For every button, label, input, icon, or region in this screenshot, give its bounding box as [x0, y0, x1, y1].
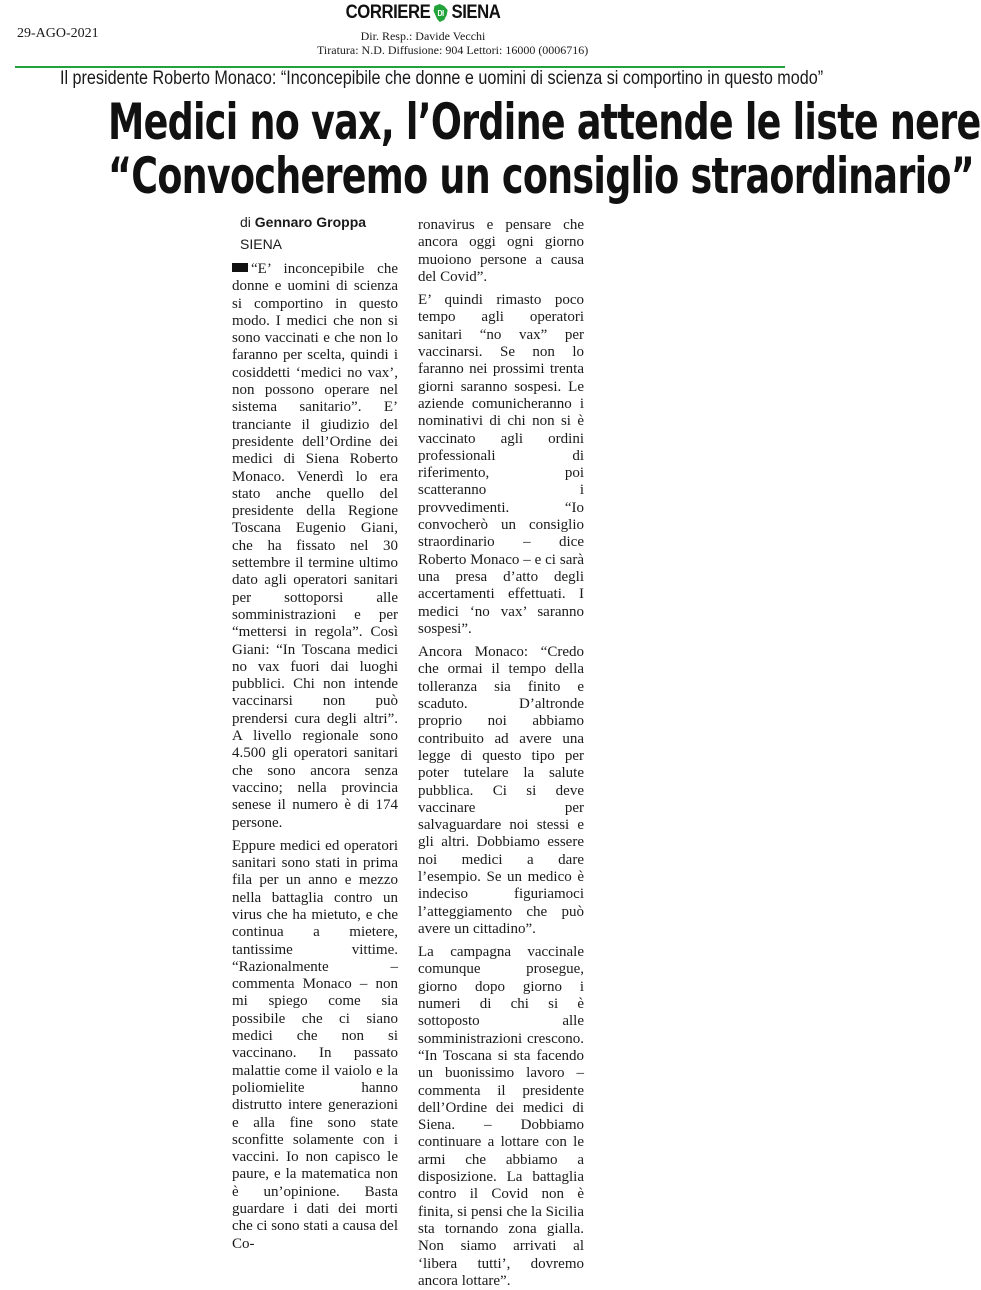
masthead	[328, 2, 518, 44]
headline-line-2: “Convocheremo un consiglio straordinario”	[108, 147, 974, 205]
publication-date: 29-AGO-2021	[17, 26, 99, 41]
logo-text-left: CORRIERE	[345, 2, 431, 23]
author-name: Gennaro Groppa	[254, 214, 367, 230]
article-kicker: Il presidente Roberto Monaco: “Inconcepibile che donne e uomini di scienza si comportino in questo modo”	[60, 68, 824, 89]
article-column-left	[232, 261, 398, 1253]
paragraph: E’ quindi rimasto poco tempo agli operatori sanitari “no vax” per vaccinarsi. Se non lo faranno nei prossimi trenta giorni saranno sospesi. Le aziende comunicheranno i nominativi di chi non si è vaccinato agli ordini professionali di riferimento, poi scatteranno i provvedimenti. “Io convocherò un consiglio straordinario – dice Roberto Monaco – e ci sarà una presa d’atto degli accertamenti effettuati. I medici ‘no vax’ saranno sospesi”.	[418, 292, 584, 637]
logo-text-mid: DI	[437, 8, 444, 19]
tuscany-map-icon	[432, 3, 450, 23]
paragraph-text: “E’ inconcepibile che donne e uomini di scienza si comportino in questo modo. I medici che non si sono vaccinati e che non lo faranno per scelta, quindi i cosiddetti ‘medici no vax’, non possono operare nel sistema sanitario”. E’ tranciante il giudizio del presidente dell’Ordine dei medici di Siena Roberto Monaco. Venerdì lo era stato anche quello del presidente della Regione Toscana Eugenio Giani, che ha fissato nel 30 settembre il termine ultimo dato agli operatori sanitari per sottoporsi alle somministrazioni e per “mettersi in regola”. Così Giani: “In Toscana medici no vax fuori dai luoghi pubblici. Chi non intende vaccinarsi non può prendersi cura degli altri”. A livello regionale sono 4.500 gli operatori sanitari che sono ancora senza vaccino; nella provincia senese il numero è di 174 persone.	[232, 261, 398, 831]
article-column-right	[418, 217, 584, 1290]
byline	[240, 214, 366, 230]
headline-line-1: Medici no vax, l’Ordine attende le liste nere	[108, 93, 981, 151]
paragraph	[232, 261, 398, 832]
paragraph: Ancora Monaco: “Credo che ormai il tempo della tolleranza sia finito e scaduto. D’altronde proprio noi abbiamo contribuito ad avere una legge di questo tipo per poter tutelare la salute pubblica. Ci si deve vaccinare per salvaguardare noi stessi e gli altri. Dobbiamo essere noi medici a dare l’esempio. Se un medico è indeciso figuriamoci l’atteggiamento che può avere un cittadino”.	[418, 644, 584, 937]
paragraph: La campagna vaccinale comunque prosegue, giorno dopo giorno i numeri di chi si è sottoposto alle somministrazioni crescono. “In Toscana si sta facendo un buonissimo lavoro – commenta il presidente dell’Ordine dei medici di Siena. – Dobbiamo continuare a lottare con le armi che abbiamo a disposizione. La battaglia contro il Covid non è finita, si pensi che la Sicilia sta tornando zona gialla. Non siamo arrivati al ‘libera tutti’, dovremo ancora lottare”.	[418, 944, 584, 1289]
logo-text-right: SIENA	[451, 2, 501, 23]
newspaper-logo	[339, 2, 506, 24]
paragraph: ronavirus e pensare che ancora oggi ogni giorno muoiono persone a causa del Covid”.	[418, 217, 584, 285]
dateline-location: SIENA	[240, 236, 283, 252]
circulation-line: Tiratura: N.D. Diffusione: 904 Lettori: 16000 (0006716)	[317, 43, 589, 57]
byline-prefix: di	[240, 214, 251, 230]
lead-marker-icon	[232, 263, 248, 272]
director-line: Dir. Resp.: Davide Vecchi	[360, 29, 486, 43]
paragraph: Eppure medici ed operatori sanitari sono stati in prima fila per un anno e mezzo nella battaglia contro un virus che ha mietuto, e che continua a mietere, tantissime vittime. “Razionalmente – commenta Monaco – non mi spiego come sia possibile che ci siano medici che non si vaccinano. In passato malattie come il vaiolo e la poliomielite hanno distrutto intere generazioni e alla fine sono state sconfitte solamente con i vaccini. Io non capisco le paure, e la matematica non è un’opinione. Basta guardare i dati dei morti che ci sono stati a causa del Co-	[232, 837, 398, 1252]
